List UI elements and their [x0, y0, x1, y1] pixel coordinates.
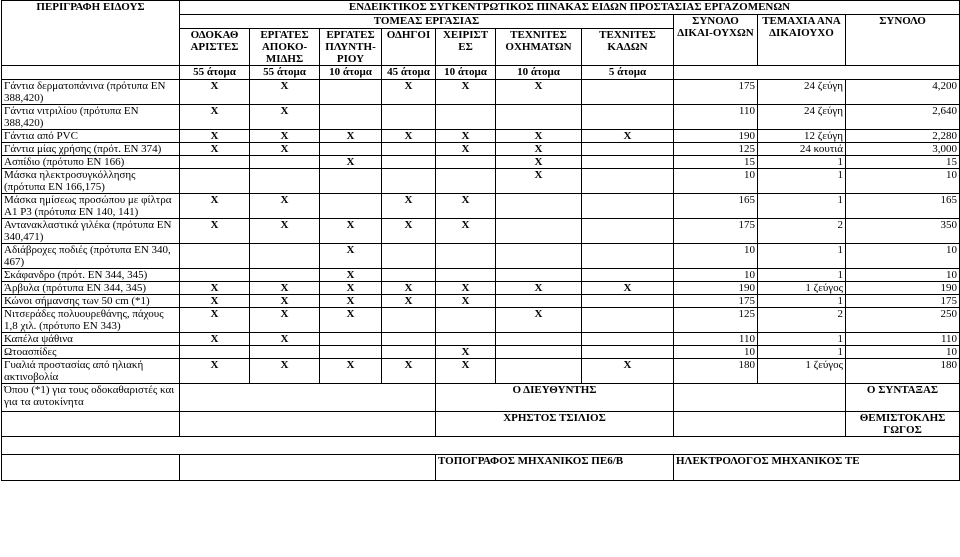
assignment-mark [436, 105, 496, 130]
assignment-mark [582, 269, 674, 282]
assignment-mark: Χ [436, 130, 496, 143]
assignment-mark: Χ [180, 333, 250, 346]
assignment-mark [582, 105, 674, 130]
total-beneficiaries: 110 [674, 333, 758, 346]
item-total: 3,000 [846, 143, 960, 156]
assignment-mark: Χ [382, 295, 436, 308]
assignment-mark: Χ [496, 143, 582, 156]
assignment-mark [180, 244, 250, 269]
assignment-mark: Χ [250, 143, 320, 156]
document-title: ΕΝΔΕΙΚΤΙΚΟΣ ΣΥΓΚΕΝΤΡΩΤΙΚΟΣ ΠΙΝΑΚΑΣ ΕΙΔΩΝ ΠΡΟΣΤΑΣΙΑΣ ΕΡΓΑΖΟΜΕΝΩΝ [180, 1, 960, 15]
author-name: ΘΕΜΙΣΤΟΚΛΗΣ ΓΩΓΟΣ [846, 412, 960, 437]
assignment-mark: Χ [320, 244, 382, 269]
total-beneficiaries: 10 [674, 269, 758, 282]
table-row [2, 308, 960, 333]
assignment-mark [496, 346, 582, 359]
table-row [2, 169, 960, 194]
assignment-mark [180, 169, 250, 194]
assignment-mark [582, 308, 674, 333]
item-description: Σκάφανδρο (πρότ. ΕΝ 344, 345) [2, 269, 180, 282]
pieces-per-beneficiary: 1 [758, 156, 846, 169]
table-row [2, 269, 960, 282]
total-beneficiaries: 110 [674, 105, 758, 130]
assignment-mark [382, 143, 436, 156]
item-description: Ασπίδιο (πρότυπο ΕΝ 166) [2, 156, 180, 169]
assignment-mark [250, 269, 320, 282]
item-total: 110 [846, 333, 960, 346]
assignment-mark: Χ [250, 130, 320, 143]
table-row [2, 80, 960, 105]
assignment-mark: Χ [582, 282, 674, 295]
table-row [2, 359, 960, 384]
staff-count: 10 άτομα [496, 66, 582, 80]
item-description: Καπέλα ψάθινα [2, 333, 180, 346]
assignment-mark: Χ [250, 282, 320, 295]
item-total: 2,640 [846, 105, 960, 130]
pieces-per-beneficiary: 24 ζεύγη [758, 80, 846, 105]
item-description: Νιτσεράδες πολυουρεθάνης, πάχους 1,8 χιλ. (πρότυπο ΕΝ 343) [2, 308, 180, 333]
counts-label [2, 66, 180, 80]
role-right: ΗΛΕΚΤΡΟΛΟΓΟΣ ΜΗΧΑΝΙΚΟΣ ΤΕ [674, 455, 960, 481]
sector-column-header: ΤΕΧΝΙΤΕΣ ΚΑΔΩΝ [582, 29, 674, 66]
description-header: ΠΕΡΙΓΡΑΦΗ ΕΙΔΟΥΣ [2, 1, 180, 66]
table-row [2, 346, 960, 359]
assignment-mark: Χ [180, 295, 250, 308]
pieces-per-beneficiary: 1 [758, 346, 846, 359]
sector-column-header: ΕΡΓΑΤΕΣ ΠΛΥΝΤΗ-ΡΙΟΥ [320, 29, 382, 66]
assignment-mark [436, 269, 496, 282]
assignment-mark: Χ [320, 295, 382, 308]
assignment-mark: Χ [320, 282, 382, 295]
assignment-mark [582, 156, 674, 169]
assignment-mark [496, 244, 582, 269]
assignment-mark: Χ [320, 219, 382, 244]
sector-column-header: ΟΔΗΓΟΙ [382, 29, 436, 66]
assignment-mark [382, 169, 436, 194]
assignment-mark: Χ [180, 143, 250, 156]
total-beneficiaries: 180 [674, 359, 758, 384]
total-beneficiaries: 190 [674, 282, 758, 295]
assignment-mark: Χ [496, 169, 582, 194]
table-row [2, 219, 960, 244]
staff-count: 5 άτομα [582, 66, 674, 80]
assignment-mark [496, 269, 582, 282]
assignment-mark: Χ [250, 194, 320, 219]
total-beneficiaries: 125 [674, 308, 758, 333]
assignment-mark: Χ [436, 282, 496, 295]
pieces-per-beneficiary: 1 [758, 194, 846, 219]
item-total: 175 [846, 295, 960, 308]
assignment-mark [320, 143, 382, 156]
assignment-mark: Χ [496, 80, 582, 105]
assignment-mark: Χ [180, 219, 250, 244]
pieces-per-beneficiary: 1 [758, 244, 846, 269]
pieces-per-beneficiary: 24 ζεύγη [758, 105, 846, 130]
assignment-mark [382, 333, 436, 346]
item-description: Μάσκα ημίσεως προσώπου με φίλτρα Α1 Ρ3 (πρότυπα ΕΝ 140, 141) [2, 194, 180, 219]
assignment-mark [320, 346, 382, 359]
assignment-mark: Χ [436, 194, 496, 219]
assignment-mark [436, 308, 496, 333]
assignment-mark [582, 194, 674, 219]
assignment-mark: Χ [320, 269, 382, 282]
staff-count: 55 άτομα [180, 66, 250, 80]
sector-header: ΤΟΜΕΑΣ ΕΡΓΑΣΙΑΣ [180, 15, 674, 29]
item-description: Κώνοι σήμανσης των 50 cm (*1) [2, 295, 180, 308]
assignment-mark: Χ [250, 359, 320, 384]
assignment-mark [382, 244, 436, 269]
item-total: 4,200 [846, 80, 960, 105]
pieces-per-beneficiary: 1 [758, 295, 846, 308]
assignment-mark [582, 80, 674, 105]
total-beneficiaries: 125 [674, 143, 758, 156]
item-total: 10 [846, 244, 960, 269]
table-row [2, 194, 960, 219]
sector-column-header: ΕΡΓΑΤΕΣ ΑΠΟΚΟ-ΜΙΔΗΣ [250, 29, 320, 66]
footnote: Όπου (*1) για τους οδοκαθαριστές και για τα αυτοκίνητα [2, 384, 180, 412]
item-description: Μάσκα ηλεκτροσυγκόλλησης (πρότυπα ΕΝ 166,175) [2, 169, 180, 194]
assignment-mark: Χ [250, 219, 320, 244]
item-description: Γάντια μίας χρήσης (πρότ. ΕΝ 374) [2, 143, 180, 156]
pieces-per-beneficiary: 24 κουτιά [758, 143, 846, 156]
ppe-summary-table [1, 0, 960, 481]
staff-count: 45 άτομα [382, 66, 436, 80]
total-beneficiaries: 175 [674, 219, 758, 244]
assignment-mark: Χ [436, 219, 496, 244]
assignment-mark: Χ [496, 282, 582, 295]
assignment-mark: Χ [320, 156, 382, 169]
table-row [2, 156, 960, 169]
assignment-mark [582, 169, 674, 194]
assignment-mark [496, 194, 582, 219]
assignment-mark [496, 333, 582, 346]
sector-column-header: ΟΔΟΚΑΘ ΑΡΙΣΤΕΣ [180, 29, 250, 66]
assignment-mark [250, 169, 320, 194]
assignment-mark [180, 346, 250, 359]
assignment-mark: Χ [250, 295, 320, 308]
staff-count: 55 άτομα [250, 66, 320, 80]
director-name: ΧΡΗΣΤΟΣ ΤΣΙΛΙΟΣ [436, 412, 674, 437]
table-row [2, 130, 960, 143]
assignment-mark: Χ [436, 346, 496, 359]
assignment-mark [382, 269, 436, 282]
assignment-mark: Χ [250, 105, 320, 130]
assignment-mark: Χ [382, 80, 436, 105]
assignment-mark: Χ [382, 130, 436, 143]
assignment-mark: Χ [180, 308, 250, 333]
item-description: Άρβυλα (πρότυπα ΕΝ 344, 345) [2, 282, 180, 295]
assignment-mark: Χ [496, 156, 582, 169]
assignment-mark: Χ [382, 359, 436, 384]
assignment-mark [250, 346, 320, 359]
assignment-mark [180, 269, 250, 282]
item-description: Γάντια από PVC [2, 130, 180, 143]
assignment-mark [320, 80, 382, 105]
assignment-mark: Χ [436, 295, 496, 308]
total-beneficiaries: 175 [674, 80, 758, 105]
assignment-mark: Χ [582, 359, 674, 384]
assignment-mark [582, 333, 674, 346]
assignment-mark: Χ [382, 194, 436, 219]
item-description: Γάντια νιτριλίου (πρότυπα ΕΝ 388,420) [2, 105, 180, 130]
pieces-per-beneficiary: 1 ζεύγος [758, 359, 846, 384]
assignment-mark [436, 169, 496, 194]
assignment-mark: Χ [320, 359, 382, 384]
item-total: 165 [846, 194, 960, 219]
assignment-mark: Χ [496, 130, 582, 143]
assignment-mark: Χ [496, 308, 582, 333]
total-beneficiaries: 10 [674, 169, 758, 194]
assignment-mark [582, 346, 674, 359]
assignment-mark: Χ [180, 359, 250, 384]
item-description: Γυαλιά προστασίας από ηλιακή ακτινοβολία [2, 359, 180, 384]
assignment-mark [320, 333, 382, 346]
staff-count: 10 άτομα [320, 66, 382, 80]
item-total: 180 [846, 359, 960, 384]
assignment-mark [582, 219, 674, 244]
table-row [2, 295, 960, 308]
assignment-mark [250, 156, 320, 169]
assignment-mark [582, 244, 674, 269]
total-beneficiaries: 10 [674, 244, 758, 269]
assignment-mark [436, 244, 496, 269]
assignment-mark [496, 295, 582, 308]
table-row [2, 105, 960, 130]
assignment-mark: Χ [320, 130, 382, 143]
item-total: 10 [846, 169, 960, 194]
assignment-mark [382, 346, 436, 359]
assignment-mark [320, 169, 382, 194]
assignment-mark [382, 308, 436, 333]
assignment-mark [382, 156, 436, 169]
assignment-mark: Χ [180, 80, 250, 105]
sector-column-header: ΤΕΧΝΙΤΕΣ ΟΧΗΜΑΤΩΝ [496, 29, 582, 66]
pieces-per-beneficiary: 2 [758, 219, 846, 244]
pieces-per-beneficiary: 1 [758, 169, 846, 194]
item-description: Ωτοασπίδες [2, 346, 180, 359]
table-row [2, 282, 960, 295]
total-beneficiaries: 10 [674, 346, 758, 359]
director-title: Ο ΔΙΕΥΘΥΝΤΗΣ [436, 384, 674, 412]
assignment-mark: Χ [180, 282, 250, 295]
item-total: 250 [846, 308, 960, 333]
assignment-mark: Χ [436, 80, 496, 105]
item-total: 10 [846, 269, 960, 282]
assignment-mark [436, 333, 496, 346]
assignment-mark: Χ [180, 105, 250, 130]
item-total: 190 [846, 282, 960, 295]
assignment-mark [582, 143, 674, 156]
sector-column-header: ΧΕΙΡΙΣΤ ΕΣ [436, 29, 496, 66]
assignment-mark: Χ [436, 359, 496, 384]
item-description: Γάντια δερματοπάνινα (πρότυπα ΕΝ 388,420) [2, 80, 180, 105]
total-beneficiaries: 175 [674, 295, 758, 308]
total-beneficiaries-header: ΣΥΝΟΛΟ ΔΙΚΑΙ-ΟΥΧΩΝ [674, 15, 758, 66]
item-total: 10 [846, 346, 960, 359]
assignment-mark [496, 359, 582, 384]
pieces-per-beneficiary: 1 [758, 333, 846, 346]
assignment-mark: Χ [250, 308, 320, 333]
assignment-mark: Χ [436, 143, 496, 156]
assignment-mark: Χ [180, 130, 250, 143]
pieces-per-beneficiary-header: ΤΕΜΑΧΙΑ ΑΝΑ ΔΙΚΑΙΟΥΧΟ [758, 15, 846, 66]
item-total: 2,280 [846, 130, 960, 143]
assignment-mark: Χ [582, 130, 674, 143]
pieces-per-beneficiary: 2 [758, 308, 846, 333]
assignment-mark: Χ [180, 194, 250, 219]
item-total: 350 [846, 219, 960, 244]
assignment-mark: Χ [250, 333, 320, 346]
assignment-mark [180, 156, 250, 169]
staff-count: 10 άτομα [436, 66, 496, 80]
assignment-mark [320, 105, 382, 130]
item-description: Αδιάβροχες ποδιές (πρότυπα ΕΝ 340, 467) [2, 244, 180, 269]
pieces-per-beneficiary: 1 [758, 269, 846, 282]
author-title: Ο ΣΥΝΤΑΞΑΣ [846, 384, 960, 412]
total-beneficiaries: 15 [674, 156, 758, 169]
assignment-mark [250, 244, 320, 269]
table-row [2, 333, 960, 346]
assignment-mark [496, 219, 582, 244]
total-beneficiaries: 165 [674, 194, 758, 219]
item-total: 15 [846, 156, 960, 169]
total-beneficiaries: 190 [674, 130, 758, 143]
pieces-per-beneficiary: 12 ζεύγη [758, 130, 846, 143]
assignment-mark: Χ [250, 80, 320, 105]
role-left: ΤΟΠΟΓΡΑΦΟΣ ΜΗΧΑΝΙΚΟΣ ΠΕ6/Β [436, 455, 674, 481]
pieces-per-beneficiary: 1 ζεύγος [758, 282, 846, 295]
assignment-mark [382, 105, 436, 130]
assignment-mark [320, 194, 382, 219]
assignment-mark [582, 295, 674, 308]
assignment-mark: Χ [320, 308, 382, 333]
table-row [2, 244, 960, 269]
grand-total-header: ΣΥΝΟΛΟ [846, 15, 960, 66]
assignment-mark [496, 105, 582, 130]
assignment-mark: Χ [382, 282, 436, 295]
assignment-mark [436, 156, 496, 169]
item-description: Αντανακλαστικά γιλέκα (πρότυπα ΕΝ 340,471) [2, 219, 180, 244]
table-row [2, 143, 960, 156]
assignment-mark: Χ [382, 219, 436, 244]
